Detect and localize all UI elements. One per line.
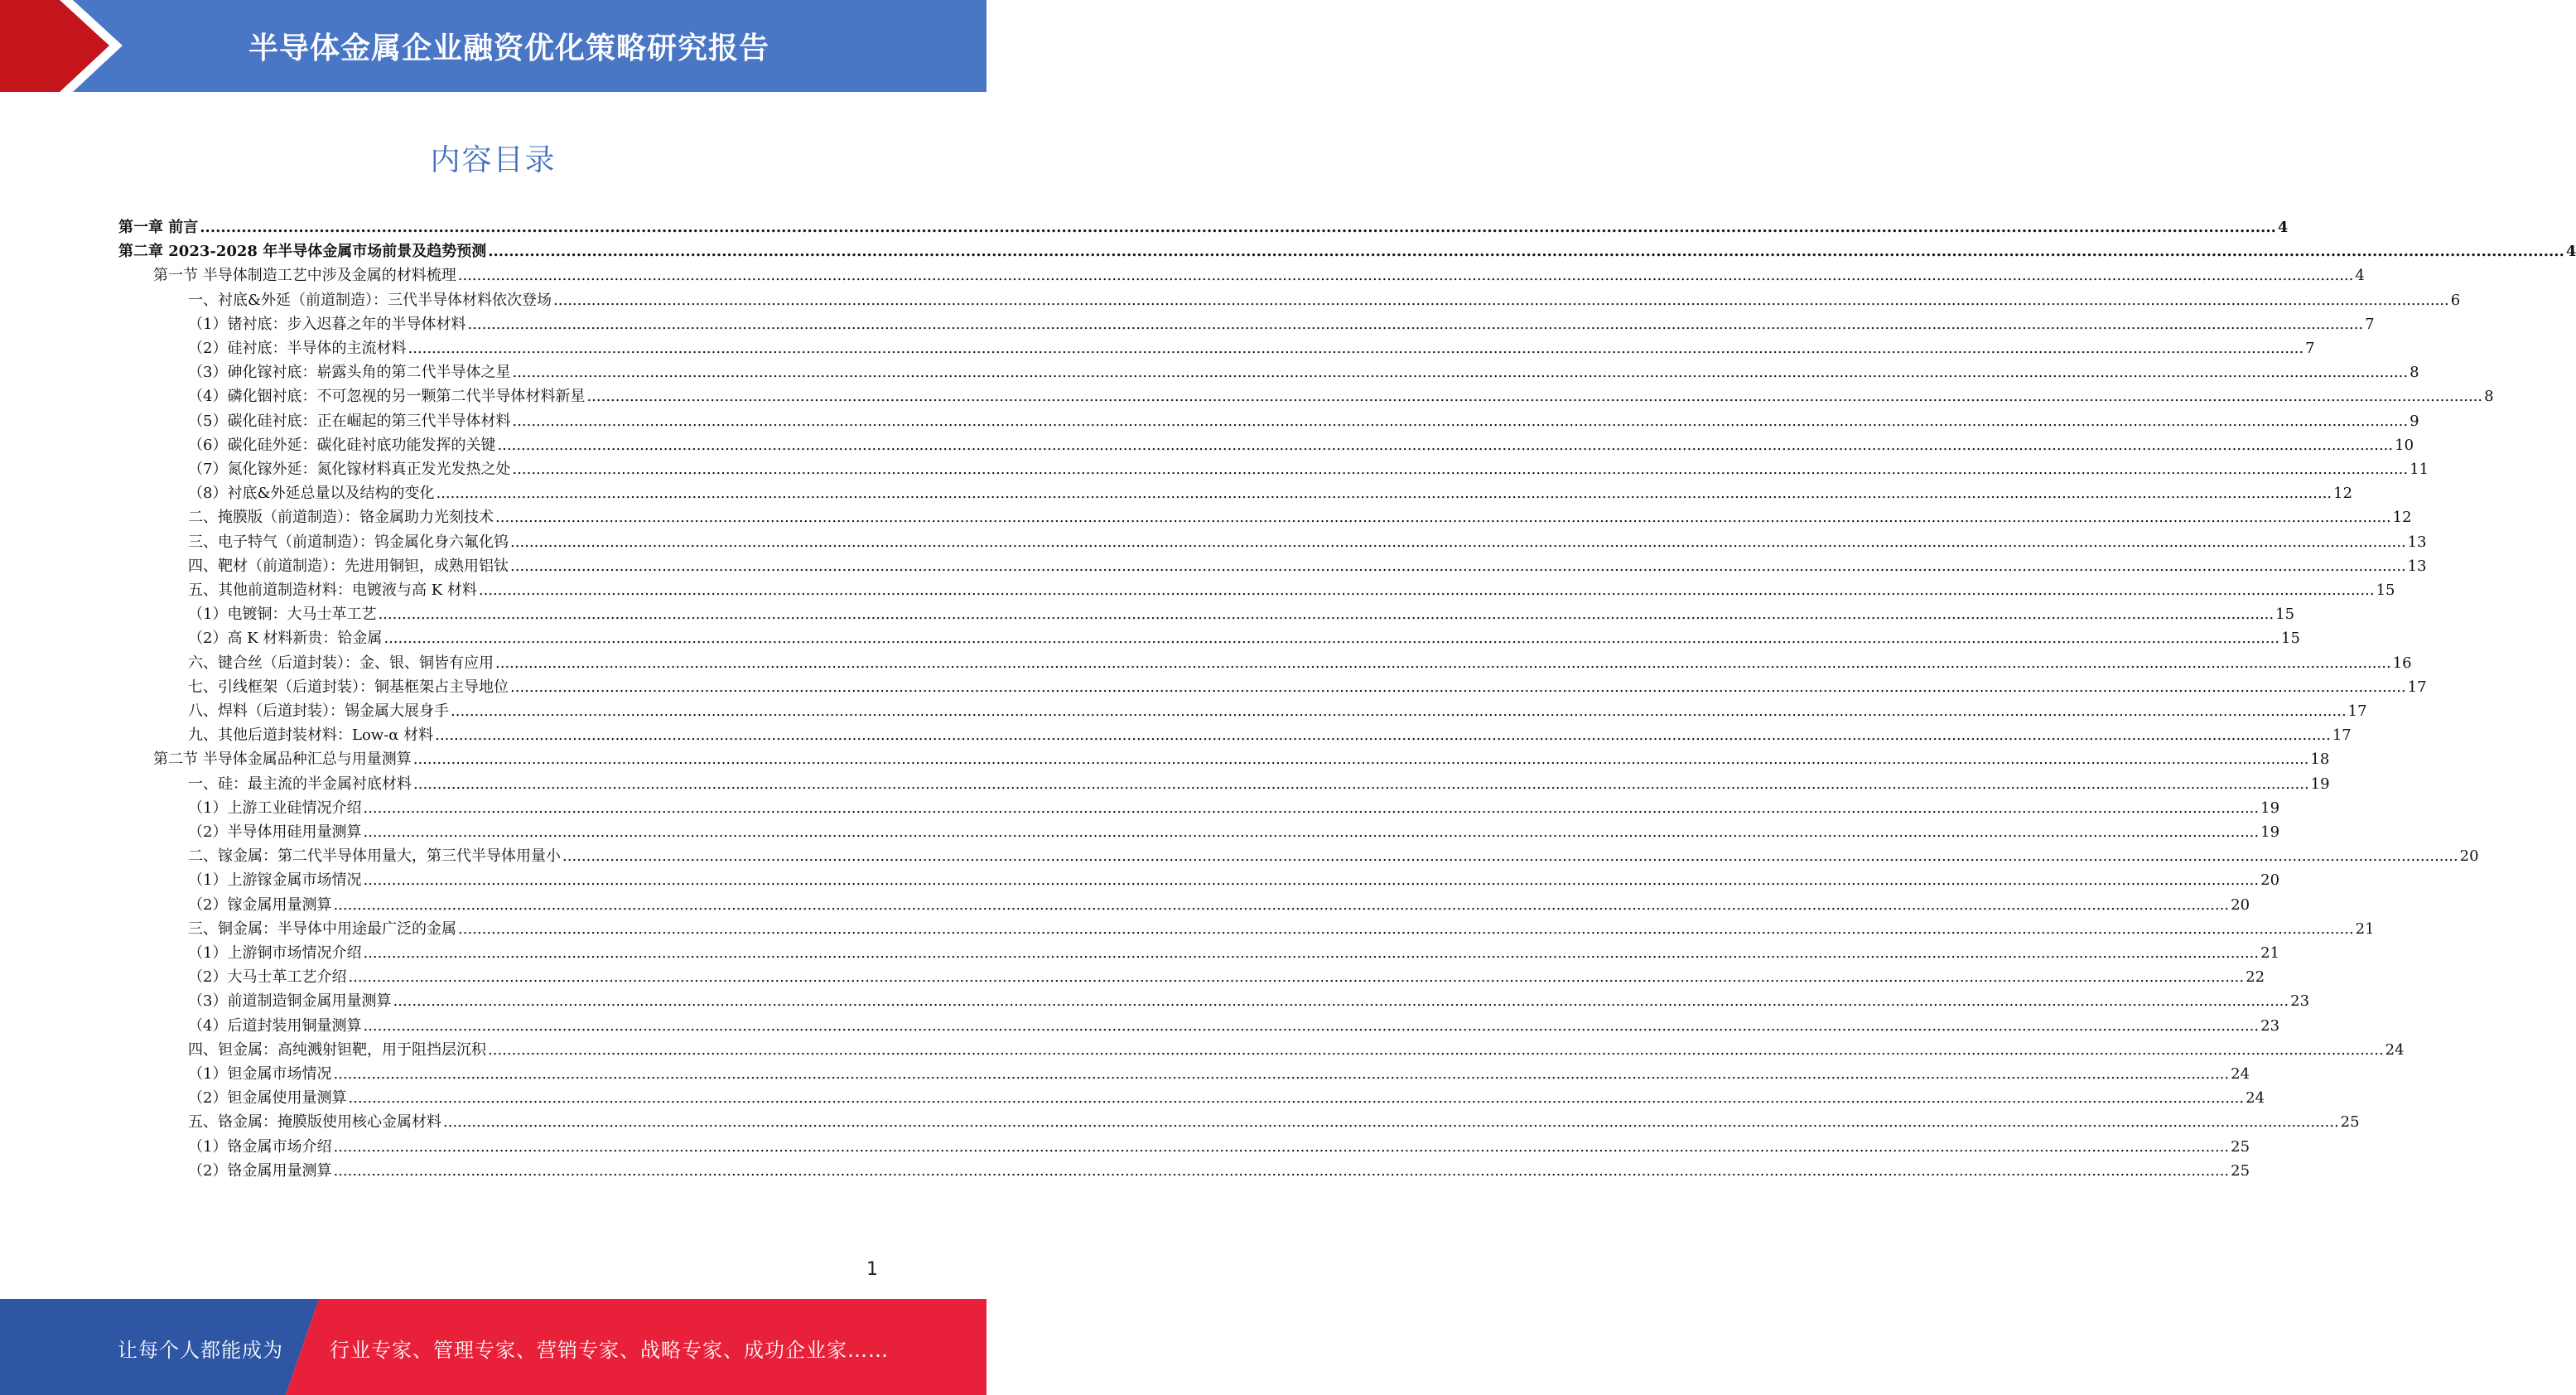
toc-dot-leader: ................................................................................................................................................................................................................................................................................................................................................................................................................ — [495, 654, 2391, 672]
toc-entry-title: 九、其他后道封装材料：Low-α 材料 — [188, 726, 434, 745]
toc-entry-page: 7 — [2305, 340, 2315, 357]
toc-entry[interactable] — [188, 332, 2315, 358]
toc-dot-leader: ................................................................................................................................................................................................................................................................................................................................................................................................................ — [363, 823, 2260, 841]
page-number: 1 — [866, 1259, 878, 1280]
toc-dot-leader: ................................................................................................................................................................................................................................................................................................................................................................................................................ — [457, 267, 2354, 285]
toc-dot-leader: ................................................................................................................................................................................................................................................................................................................................................................................................................ — [488, 1040, 2384, 1059]
toc-entry-title: （2）钽金属使用量测算 — [188, 1089, 347, 1108]
toc-dot-leader: ................................................................................................................................................................................................................................................................................................................................................................................................................ — [413, 775, 2309, 793]
footer-slogan-right: 行业专家、管理专家、营销专家、战略专家、成功企业家…… — [330, 1339, 889, 1362]
toc-entry-title: （7）氮化镓外延：氮化镓材料真正发光发热之处 — [188, 461, 511, 478]
toc-dot-leader: ................................................................................................................................................................................................................................................................................................................................................................................................................ — [488, 243, 2564, 261]
toc-entry-page: 25 — [2231, 1161, 2250, 1180]
toc-entry-title: 二、镓金属：第二代半导体用量大，第三代半导体用量小 — [188, 847, 561, 866]
toc-entry-title: （2）硅衬底：半导体的主流材料 — [188, 340, 407, 357]
toc-entry-title: （1）上游铜市场情况介绍 — [188, 944, 362, 962]
toc-entry[interactable] — [188, 1058, 2250, 1084]
toc-entry-page: 23 — [2290, 992, 2310, 1011]
toc-dot-leader: ................................................................................................................................................................................................................................................................................................................................................................................................................ — [478, 582, 2375, 599]
toc-entry[interactable] — [188, 550, 2427, 576]
toc-entry[interactable] — [188, 671, 2427, 697]
toc-entry-title: 二、掩膜版（前道制造）：铬金属助力光刻技术 — [188, 509, 494, 527]
toc-entry-page: 12 — [2333, 485, 2353, 503]
toc-dot-leader: ................................................................................................................................................................................................................................................................................................................................................................................................................ — [510, 678, 2406, 696]
toc-entry-page: 19 — [2260, 799, 2280, 817]
toc-entry-title: （2）镓金属用量测算 — [188, 895, 332, 914]
toc-entry-title: 七、引线框架（后道封装）：铜基框架占主导地位 — [188, 678, 509, 696]
toc-dot-leader: ................................................................................................................................................................................................................................................................................................................................................................................................................ — [363, 944, 2260, 962]
toc-entry-page: 24 — [2246, 1089, 2265, 1108]
toc-entry-page: 8 — [2484, 388, 2494, 406]
toc-entry-title: （4）后道封装用铜量测算 — [188, 1016, 362, 1035]
toc-entry-page: 17 — [2407, 678, 2427, 696]
toc-entry-page: 12 — [2392, 509, 2412, 527]
toc-entry-page: 20 — [2260, 871, 2280, 890]
toc-dot-leader: ................................................................................................................................................................................................................................................................................................................................................................................................................ — [458, 920, 2354, 938]
toc-entry-page: 20 — [2231, 895, 2250, 914]
toc-entry[interactable] — [188, 840, 2479, 866]
toc-dot-leader: ................................................................................................................................................................................................................................................................................................................................................................................................................ — [393, 992, 2289, 1011]
report-title: 半导体金属企业融资优化策略研究报告 — [248, 31, 770, 65]
toc-entry[interactable] — [188, 453, 2429, 479]
arrow-chevron-icon — [0, 0, 133, 92]
toc-entry-title: （1）钽金属市场情况 — [188, 1065, 332, 1083]
header-banner — [0, 0, 987, 92]
toc-entry-title: 一、衬底&外延（前道制造）：三代半导体材料依次登场 — [188, 291, 552, 309]
toc-entry-title: （1）铬金属市场介绍 — [188, 1137, 332, 1156]
toc-entry-title: 第一章 前言 — [118, 219, 199, 236]
toc-entry-title: （3）砷化镓衬底：崭露头角的第二代半导体之星 — [188, 364, 511, 382]
toc-entry-page: 21 — [2355, 920, 2375, 938]
toc-entry[interactable] — [188, 526, 2427, 552]
toc-entry-title: 五、铬金属：掩膜版使用核心金属材料 — [188, 1113, 441, 1132]
toc-entry[interactable] — [188, 598, 2295, 624]
toc-heading: 内容目录 — [430, 143, 557, 177]
toc-entry-title: 第二节 半导体金属品种汇总与用量测算 — [153, 751, 412, 769]
toc-entry[interactable] — [188, 816, 2280, 842]
toc-entry-title: 四、钽金属：高纯溅射钽靶，用于阻挡层沉积 — [188, 1040, 486, 1059]
toc-entry-page: 24 — [2385, 1040, 2405, 1059]
toc-entry[interactable] — [188, 1155, 2250, 1180]
toc-dot-leader: ................................................................................................................................................................................................................................................................................................................................................................................................................ — [333, 895, 2230, 914]
toc-dot-leader: ................................................................................................................................................................................................................................................................................................................................................................................................................ — [333, 1065, 2230, 1083]
toc-entry[interactable] — [188, 913, 2375, 939]
toc-entry[interactable] — [188, 864, 2280, 890]
toc-entry[interactable] — [188, 622, 2300, 648]
toc-entry-page: 9 — [2410, 412, 2419, 430]
toc-entry-title: 三、电子特气（前道制造）：钨金属化身六氟化钨 — [188, 533, 509, 551]
toc-entry-title: 四、靶材（前道制造）：先进用铜钽，成熟用铝钛 — [188, 557, 509, 575]
toc-entry[interactable] — [188, 695, 2367, 721]
toc-entry[interactable] — [188, 719, 2352, 745]
toc-entry-page: 19 — [2260, 823, 2280, 841]
toc-dot-leader: ................................................................................................................................................................................................................................................................................................................................................................................................................ — [510, 533, 2406, 551]
toc-entry-page: 25 — [2340, 1113, 2360, 1132]
toc-entry-page: 11 — [2410, 461, 2429, 478]
toc-dot-leader: ................................................................................................................................................................................................................................................................................................................................................................................................................ — [586, 388, 2483, 406]
toc-dot-leader: ................................................................................................................................................................................................................................................................................................................................................................................................................ — [451, 702, 2347, 720]
toc-entry-page: 4 — [2277, 219, 2289, 236]
toc-entry-page: 17 — [2347, 702, 2367, 720]
toc-entry[interactable] — [188, 1082, 2265, 1108]
toc-dot-leader: ................................................................................................................................................................................................................................................................................................................................................................................................................ — [435, 726, 2331, 745]
toc-entry[interactable] — [188, 574, 2395, 600]
toc-entry[interactable] — [188, 647, 2412, 673]
toc-entry-title: 第一节 半导体制造工艺中涉及金属的材料梳理 — [153, 267, 456, 285]
footer-slogan-left: 让每个人都能成为 — [118, 1339, 283, 1362]
footer-banner — [0, 1299, 987, 1395]
toc-entry[interactable] — [188, 1034, 2405, 1060]
toc-dot-leader: ................................................................................................................................................................................................................................................................................................................................................................................................................ — [510, 557, 2406, 575]
toc-entry-title: 六、键合丝（后道封装）：金、银、铜皆有应用 — [188, 654, 494, 672]
toc-dot-leader: ................................................................................................................................................................................................................................................................................................................................................................................................................ — [363, 799, 2260, 817]
toc-entry-title: 八、焊料（后道封装）：锡金属大展身手 — [188, 702, 449, 720]
toc-entry[interactable] — [188, 501, 2412, 527]
toc-entry[interactable] — [188, 961, 2265, 987]
toc-entry[interactable] — [188, 1010, 2280, 1035]
toc-entry-title: （2）半导体用硅用量测算 — [188, 823, 362, 841]
toc-entry-title: （8）衬底&外延总量以及结构的变化 — [188, 485, 435, 503]
toc-entry-page: 20 — [2459, 847, 2479, 866]
toc-dot-leader: ................................................................................................................................................................................................................................................................................................................................................................................................................ — [443, 1113, 2339, 1132]
toc-entry-page: 24 — [2231, 1065, 2250, 1083]
toc-entry[interactable] — [118, 211, 2289, 237]
toc-entry[interactable] — [188, 356, 2419, 382]
toc-dot-leader: ................................................................................................................................................................................................................................................................................................................................................................................................................ — [467, 315, 2364, 333]
toc-entry-title: （1）锗衬底：步入迟暮之年的半导体材料 — [188, 315, 466, 333]
toc-dot-leader: ................................................................................................................................................................................................................................................................................................................................................................................................................ — [363, 1016, 2260, 1035]
toc-dot-leader: ................................................................................................................................................................................................................................................................................................................................................................................................................ — [412, 751, 2309, 769]
toc-entry-page: 23 — [2260, 1016, 2280, 1035]
toc-entry-page: 6 — [2450, 291, 2461, 309]
toc-entry-title: 一、硅：最主流的半金属衬底材料 — [188, 775, 412, 793]
toc-dot-leader: ................................................................................................................................................................................................................................................................................................................................................................................................................ — [512, 412, 2409, 430]
toc-dot-leader: ................................................................................................................................................................................................................................................................................................................................................................................................................ — [512, 461, 2409, 478]
toc-entry-page: 15 — [2376, 582, 2395, 599]
toc-entry[interactable] — [188, 308, 2375, 334]
toc-entry[interactable] — [188, 889, 2250, 915]
toc-entry-page: 10 — [2395, 436, 2414, 454]
toc-entry[interactable] — [188, 405, 2419, 431]
toc-entry-page: 19 — [2310, 775, 2330, 793]
toc-dot-leader: ................................................................................................................................................................................................................................................................................................................................................................................................................ — [333, 1161, 2230, 1180]
toc-entry[interactable] — [153, 743, 2330, 769]
toc-dot-leader: ................................................................................................................................................................................................................................................................................................................................................................................................................ — [497, 436, 2394, 454]
toc-entry[interactable] — [188, 284, 2461, 310]
toc-entry[interactable] — [188, 985, 2310, 1011]
toc-dot-leader: ................................................................................................................................................................................................................................................................................................................................................................................................................ — [495, 509, 2391, 527]
toc-entry-page: 22 — [2246, 968, 2265, 987]
toc-dot-leader: ................................................................................................................................................................................................................................................................................................................................................................................................................ — [378, 606, 2275, 624]
toc-entry[interactable] — [188, 1106, 2360, 1132]
toc-dot-leader: ................................................................................................................................................................................................................................................................................................................................................................................................................ — [200, 219, 2276, 236]
toc-entry[interactable] — [188, 768, 2330, 794]
toc-entry-title: （3）前道制造铜金属用量测算 — [188, 992, 392, 1011]
toc-entry-title: 第二章 2023-2028 年半导体金属市场前景及趋势预测 — [118, 243, 487, 261]
toc-dot-leader: ................................................................................................................................................................................................................................................................................................................................................................................................................ — [562, 847, 2458, 866]
toc-dot-leader: ................................................................................................................................................................................................................................................................................................................................................................................................................ — [512, 364, 2409, 382]
toc-entry-page: 7 — [2365, 315, 2375, 333]
toc-entry-page: 13 — [2407, 557, 2427, 575]
toc-entry[interactable] — [188, 429, 2414, 455]
toc-dot-leader: ................................................................................................................................................................................................................................................................................................................................................................................................................ — [333, 1137, 2230, 1156]
toc-dot-leader: ................................................................................................................................................................................................................................................................................................................................................................................................................ — [384, 630, 2280, 648]
toc-entry-title: （1）上游工业硅情况介绍 — [188, 799, 362, 817]
toc-entry-page: 16 — [2392, 654, 2412, 672]
toc-dot-leader: ................................................................................................................................................................................................................................................................................................................................................................................................................ — [408, 340, 2304, 357]
toc-entry-page: 4 — [2565, 243, 2576, 261]
toc-entry-title: （4）磷化铟衬底：不可忽视的另一颗第二代半导体材料新星 — [188, 388, 586, 406]
toc-entry-title: （5）碳化硅衬底：正在崛起的第三代半导体材料 — [188, 412, 511, 430]
toc-entry-page: 4 — [2355, 267, 2365, 285]
toc-entry-page: 18 — [2310, 751, 2330, 769]
toc-entry[interactable] — [188, 1131, 2250, 1156]
toc-entry-page: 15 — [2281, 630, 2300, 648]
toc-entry[interactable] — [188, 477, 2353, 503]
toc-entry-title: （6）碳化硅外延：碳化硅衬底功能发挥的关键 — [188, 436, 496, 454]
toc-entry-title: （2）高 K 材料新贵：铪金属 — [188, 630, 383, 648]
toc-entry-page: 13 — [2407, 533, 2427, 551]
toc-entry[interactable] — [188, 380, 2494, 406]
toc-entry-title: 三、铜金属：半导体中用途最广泛的金属 — [188, 920, 456, 938]
toc-dot-leader: ................................................................................................................................................................................................................................................................................................................................................................................................................ — [348, 1089, 2245, 1108]
toc-entry-title: （1）电镀铜：大马士革工艺 — [188, 606, 377, 624]
toc-entry-title: 五、其他前道制造材料：电镀液与高 K 材料 — [188, 582, 477, 599]
toc-entry-title: （2）铬金属用量测算 — [188, 1161, 332, 1180]
toc-dot-leader: ................................................................................................................................................................................................................................................................................................................................................................................................................ — [436, 485, 2332, 503]
toc-entry-page: 8 — [2410, 364, 2419, 382]
toc-entry[interactable] — [188, 792, 2280, 818]
toc-entry[interactable] — [153, 259, 2365, 285]
toc-entry[interactable] — [188, 937, 2280, 963]
toc-entry-title: （1）上游镓金属市场情况 — [188, 871, 362, 890]
toc-entry-page: 17 — [2332, 726, 2352, 745]
toc-entry[interactable] — [118, 235, 2576, 261]
toc-dot-leader: ................................................................................................................................................................................................................................................................................................................................................................................................................ — [348, 968, 2245, 987]
toc-dot-leader: ................................................................................................................................................................................................................................................................................................................................................................................................................ — [363, 871, 2260, 890]
toc-entry-page: 15 — [2275, 606, 2295, 624]
toc-entry-page: 21 — [2260, 944, 2280, 962]
toc-entry-title: （2）大马士革工艺介绍 — [188, 968, 347, 987]
toc-entry-page: 25 — [2231, 1137, 2250, 1156]
toc-dot-leader: ................................................................................................................................................................................................................................................................................................................................................................................................................ — [553, 291, 2449, 309]
